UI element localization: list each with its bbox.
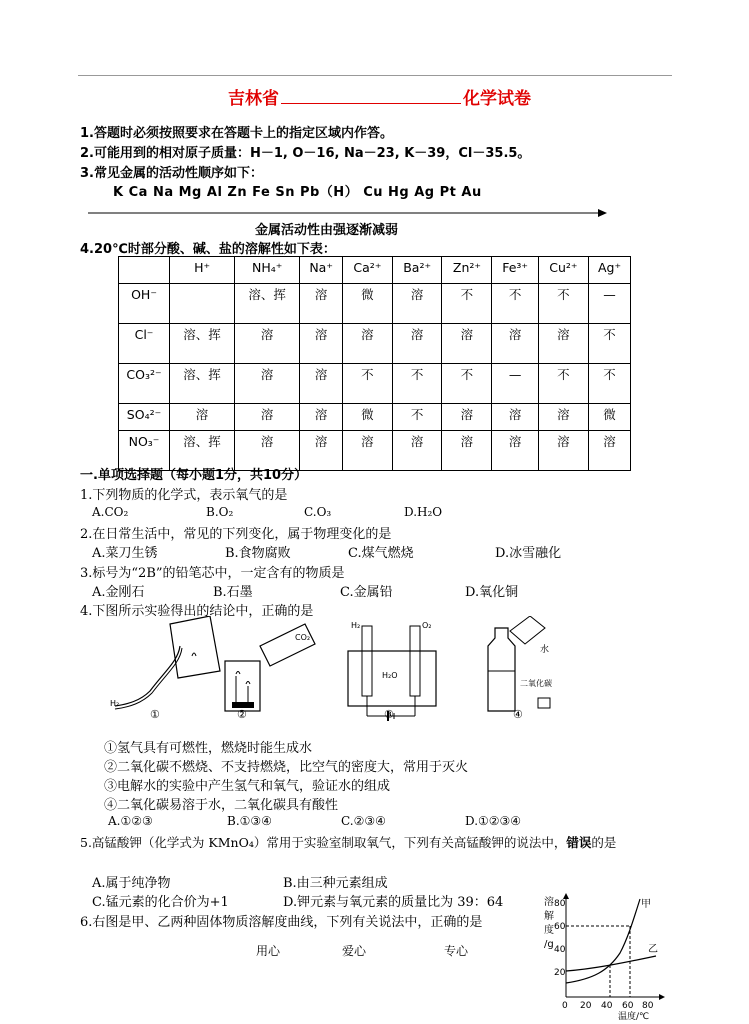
graph-xtick-80: 80 (642, 1001, 654, 1011)
fig-label-4: ④ (513, 708, 523, 721)
table-cell: 溶 (300, 324, 343, 364)
graph-xtick-20: 20 (580, 1001, 592, 1011)
table-cell: H⁺ (170, 257, 235, 284)
experiment-4-icon (488, 616, 550, 711)
table-cell: 不 (538, 364, 588, 404)
table-cell: 溶 (492, 404, 538, 431)
note-2: 2.可能用到的相对原子质量：H－1, O－16, Na－23, K－39，Cl－35.5。 (80, 146, 531, 161)
q4-statement-4: ④二氧化碳易溶于水，二氧化碳具有酸性 (104, 798, 339, 813)
table-cell (170, 284, 235, 324)
fig-co2-gas-label: 二氧化碳 (520, 679, 552, 688)
experiment-figure (110, 616, 560, 726)
table-cell: OH⁻ (119, 284, 170, 324)
q1-option-b: B.O₂ (206, 505, 234, 519)
top-rule (78, 75, 672, 76)
solubility-graph (538, 893, 668, 1021)
table-cell: 微 (343, 284, 393, 324)
note-1: 1.答题时必须按照要求在答题卡上的指定区域内作答。 (80, 126, 393, 141)
q2-option-a: A.菜刀生锈 (92, 546, 158, 561)
q4-option-c: C.②③④ (341, 814, 386, 828)
table-cell: 溶 (343, 324, 393, 364)
q5-text-b: 的是 (591, 835, 617, 850)
table-cell: 溶 (235, 324, 300, 364)
q1-option-c: C.O₃ (304, 505, 332, 519)
q4-statement-2: ②二氧化碳不燃烧、不支持燃烧，比空气的密度大，常用于灭火 (104, 760, 469, 775)
table-cell: 溶 (442, 431, 492, 471)
table-cell: 溶、挥 (170, 431, 235, 471)
table-cell: CO₃²⁻ (119, 364, 170, 404)
q3-text: 3.标号为“2B”的铅笔芯中，一定含有的物质是 (80, 566, 345, 581)
table-cell: 微 (343, 404, 393, 431)
table-cell: Ag⁺ (589, 257, 631, 284)
q3-option-b: B.石墨 (213, 585, 253, 600)
table-cell: 溶 (538, 404, 588, 431)
title-left: 吉林省 (228, 89, 279, 109)
table-cell: 溶 (392, 284, 442, 324)
q5-text-bold: 错误 (566, 835, 592, 850)
table-cell: Cu²⁺ (538, 257, 588, 284)
fig-label-2: ② (237, 708, 247, 721)
fig-water-label: 水 (540, 645, 550, 655)
graph-ylabel-4: /g (544, 939, 554, 950)
table-cell: 不 (442, 284, 492, 324)
q3-option-a: A.金刚石 (92, 585, 145, 600)
q1-option-d: D.H₂O (404, 505, 443, 519)
table-cell: Ca²⁺ (343, 257, 393, 284)
table-cell: 溶 (538, 324, 588, 364)
table-cell: Cl⁻ (119, 324, 170, 364)
table-cell: 溶 (538, 431, 588, 471)
table-cell: 溶、挥 (235, 284, 300, 324)
table-cell: 溶 (235, 404, 300, 431)
table-cell: Na⁺ (300, 257, 343, 284)
table-cell: — (589, 284, 631, 324)
table-cell: 溶 (300, 284, 343, 324)
page-title (228, 84, 531, 109)
solubility-table (118, 256, 631, 471)
q4-option-d: D.①②③④ (465, 814, 522, 828)
section-heading: 一.单项选择题（每小题1分，共10分） (80, 468, 308, 483)
q2-option-c: C.煤气燃烧 (348, 546, 414, 561)
fig-h2o-label: H₂O (382, 671, 398, 680)
table-cell: 微 (589, 404, 631, 431)
table-cell: 溶 (343, 431, 393, 471)
q5-text-a: 5.高锰酸钾（化学式为 KMnO₄）常用于实验室制取氧气，下列有关高锰酸钾的说法中， (80, 835, 567, 850)
table-cell: 溶、挥 (170, 364, 235, 404)
q5-option-d: D.钾元素与氧元素的质量比为 39：64 (283, 895, 504, 910)
table-row (119, 284, 631, 324)
table-cell: 不 (589, 364, 631, 404)
graph-ylabel-2: 解 (544, 911, 554, 922)
experiment-1-icon (115, 616, 220, 709)
note-3: 3.常见金属的活动性顺序如下： (80, 166, 263, 181)
graph-xtick-40: 40 (601, 1001, 613, 1011)
q1-option-a: A.CO₂ (92, 505, 129, 519)
table-cell: 不 (392, 364, 442, 404)
q4-text: 4.下图所示实验得出的结论中，正确的是 (80, 604, 314, 619)
table-cell: 不 (343, 364, 393, 404)
table-cell: Fe³⁺ (492, 257, 538, 284)
q4-statement-3: ③电解水的实验中产生氢气和氧气，验证水的组成 (104, 779, 391, 794)
note-4: 4.20℃时部分酸、碱、盐的溶解性如下表： (80, 242, 336, 257)
graph-ytick-60: 60 (554, 922, 566, 932)
footer-1: 用心 (256, 944, 281, 958)
q2-option-d: D.冰雪融化 (495, 546, 562, 561)
table-row (119, 404, 631, 431)
graph-ytick-20: 20 (554, 968, 566, 978)
table-cell: 溶 (235, 364, 300, 404)
table-cell: 溶 (492, 431, 538, 471)
q3-option-d: D.氧化铜 (465, 585, 519, 600)
table-cell: 溶 (300, 364, 343, 404)
activity-series: K Ca Na Mg Al Zn Fe Sn Pb（H） Cu Hg Ag Pt Au (113, 185, 482, 200)
q4-statement-1: ①氢气具有可燃性，燃烧时能生成水 (104, 741, 313, 756)
activity-arrow (88, 207, 608, 219)
q5-option-b: B.由三种元素组成 (283, 876, 388, 891)
q3-option-c: C.金属铅 (340, 585, 393, 600)
table-cell: NO₃⁻ (119, 431, 170, 471)
table-row (119, 324, 631, 364)
table-cell: 不 (442, 364, 492, 404)
q1-text: 1.下列物质的化学式，表示氧气的是 (80, 488, 288, 503)
q5-option-a: A.属于纯净物 (92, 876, 171, 891)
q4-option-a: A.①②③ (108, 814, 153, 828)
graph-ytick-80: 80 (554, 899, 566, 909)
table-cell: 溶 (442, 324, 492, 364)
table-cell: 溶 (170, 404, 235, 431)
fig-h2-label: H₂ (351, 621, 361, 630)
q6-text: 6.右图是甲、乙两种固体物质溶解度曲线，下列有关说法中，正确的是 (80, 915, 483, 930)
table-cell: 不 (538, 284, 588, 324)
q4-option-b: B.①③④ (227, 814, 272, 828)
graph-label-yi: 乙 (648, 944, 658, 955)
fig-label-1: ① (150, 708, 160, 721)
graph-xlabel: 温度/℃ (618, 1012, 650, 1021)
table-cell: 溶、挥 (170, 324, 235, 364)
table-cell (119, 257, 170, 284)
q2-option-b: B.食物腐败 (225, 546, 291, 561)
title-blank (281, 89, 461, 104)
table-cell: 不 (392, 404, 442, 431)
table-cell: 溶 (442, 404, 492, 431)
table-cell: Ba²⁺ (392, 257, 442, 284)
graph-ylabel-1: 溶 (544, 897, 554, 908)
fig-co2-label: CO₂ (295, 633, 311, 642)
graph-ytick-40: 40 (554, 945, 566, 955)
table-cell: 溶 (235, 431, 300, 471)
table-cell: 不 (589, 324, 631, 364)
fig-label-3: ③ (384, 708, 394, 721)
table-cell: 溶 (300, 431, 343, 471)
table-cell: 溶 (492, 324, 538, 364)
footer-2: 爱心 (342, 944, 367, 958)
table-cell: SO₄²⁻ (119, 404, 170, 431)
table-cell: 溶 (589, 431, 631, 471)
graph-label-jia: 甲 (641, 899, 651, 910)
table-cell: — (492, 364, 538, 404)
title-right: 化学试卷 (463, 89, 531, 109)
q2-text: 2.在日常生活中，常见的下列变化，属于物理变化的是 (80, 527, 392, 542)
table-cell: 不 (492, 284, 538, 324)
footer-3: 专心 (444, 944, 469, 958)
graph-ylabel-3: 度 (544, 925, 554, 936)
table-cell: 溶 (392, 324, 442, 364)
table-cell: NH₄⁺ (235, 257, 300, 284)
fig-o2-label: O₂ (422, 621, 432, 630)
table-cell: 溶 (392, 431, 442, 471)
table-header-row (119, 257, 631, 284)
q5-option-c: C.锰元素的化合价为+1 (92, 895, 229, 910)
fig-h2-pipe-label: H₂ (110, 699, 120, 708)
table-cell: 溶 (300, 404, 343, 431)
graph-xtick-0: 0 (562, 1001, 568, 1011)
arrow-caption: 金属活动性由强逐渐减弱 (255, 223, 399, 238)
q5-text (80, 833, 616, 851)
graph-xtick-60: 60 (622, 1001, 634, 1011)
table-row (119, 364, 631, 404)
table-cell: Zn²⁺ (442, 257, 492, 284)
